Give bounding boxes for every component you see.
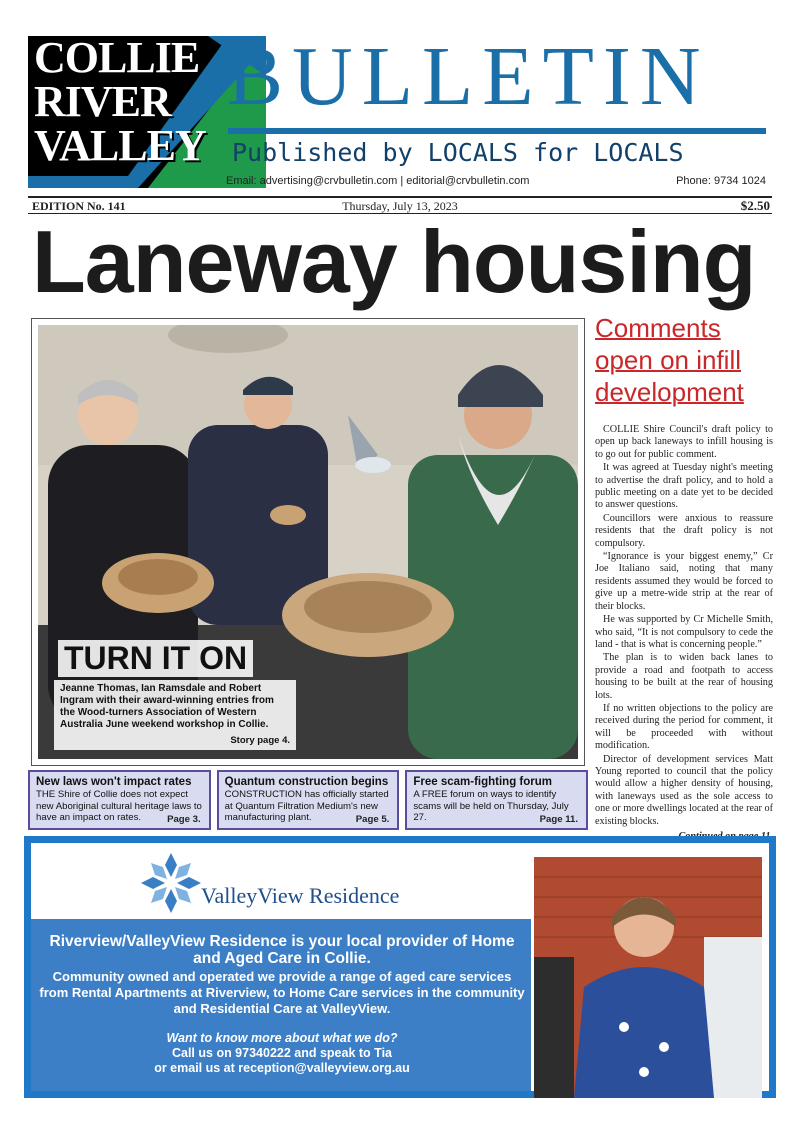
feature-caption-box — [54, 680, 296, 750]
advert-phone[interactable]: Call us on 97340222 and speak to Tia — [171, 1046, 392, 1060]
contact-phone: Phone: 9734 1024 — [676, 175, 766, 187]
valleyview-logo-icon — [139, 851, 203, 915]
side-paragraph: Director of development services Matt Young reported to council that the policy would allow a higher density of housing, with laneways used as the sole access to one or more dwellings located at the rear of existing blocks. — [595, 753, 773, 827]
feature-story-ref[interactable]: Story page 4. — [230, 735, 290, 746]
advert-line: Community owned and operated we provide a range of aged care services from Rental Apartments at Riverview, to Home Care services in the community and Residential Care at ValleyView. — [39, 969, 525, 1016]
advert-text — [37, 933, 527, 1076]
side-paragraph: If no written objections to the policy are received during the period for comment, it will be proceeded with without modification. — [595, 702, 773, 752]
teaser-page: Page 11. — [539, 814, 579, 825]
edition-date: Thursday, July 13, 2023 — [342, 199, 458, 213]
logo-line-river: RIVER — [34, 77, 171, 126]
title-rule — [228, 128, 766, 134]
feature-title: TURN IT ON — [58, 640, 253, 677]
contact-email[interactable]: Email: advertising@crvbulletin.com | editorial@crvbulletin.com — [226, 175, 530, 187]
teaser-title: New laws won't impact rates — [36, 776, 192, 788]
teaser-body: A FREE forum on ways to identify scams will be held on Thursday, July 27. — [413, 789, 569, 824]
masthead-contact — [226, 175, 766, 187]
logo-line-collie: COLLIE — [34, 36, 200, 82]
feature-caption: Jeanne Thomas, Ian Ramsdale and Robert Ingram with their award-winning entries from the Wood-turners Association of Western Australia June weekend workshop in Collie. — [60, 683, 274, 730]
side-story-headline — [595, 312, 775, 408]
masthead-tagline: Published by LOCALS for LOCALS — [232, 138, 684, 167]
teaser-title: Free scam-fighting forum — [413, 776, 552, 788]
advert-email[interactable]: or email us at reception@valleyview.org.au — [154, 1061, 410, 1075]
advert-brand: ValleyView Residence — [201, 883, 400, 908]
side-paragraph: The plan is to widen back lanes to provide a road and footpath to access housing to be built at the rear of housing lots. — [595, 652, 773, 701]
side-headline-line: Comments — [595, 313, 721, 343]
side-paragraph: It was agreed at Tuesday night's meeting to advertise the draft policy, and to hold a public meeting on a date yet to be decided to answer questions. — [595, 462, 773, 511]
advert-line: Want to know more about what we do? — [166, 1031, 398, 1045]
teaser-page: Page 5. — [355, 814, 390, 825]
side-paragraph: Councillors were anxious to reassure residents that the draft policy is not compulsory. — [595, 512, 773, 549]
teaser-row — [28, 770, 588, 830]
edition-number: EDITION No. 141 — [32, 199, 126, 213]
main-headline: Laneway housing — [32, 212, 756, 311]
side-headline-line: open on infill — [595, 345, 741, 375]
side-paragraph: “Ignorance is your biggest enemy,” Cr Joe Italiano said, noting that many residents assumed they would be forced to give up a metre-wide strip at the rear of their blocks. — [595, 551, 773, 612]
teaser-body: THE Shire of Collie does not expect new Aboriginal cultural heritage laws to have an impact on rates. — [36, 789, 202, 824]
advert-photo — [534, 857, 762, 1098]
teaser-page: Page 3. — [167, 814, 201, 825]
valleyview-advert — [24, 836, 776, 1098]
teaser-rates[interactable] — [28, 770, 211, 830]
logo-line-valley: VALLEY — [34, 121, 206, 170]
masthead-title: BULLETIN — [227, 30, 710, 123]
teaser-title: Quantum construction begins — [224, 776, 389, 788]
teaser-body: CONSTRUCTION has officially started at Quantum Filtration Medium's new manufacturing plant. — [224, 789, 389, 824]
teaser-quantum[interactable] — [217, 770, 400, 830]
side-headline-line: development — [595, 377, 744, 407]
side-story-body — [595, 424, 773, 844]
side-paragraph: He was supported by Cr Michelle Smith, who said, “It is not compulsory to cede the land - that is what is concerning people.” — [595, 614, 773, 650]
side-paragraph: COLLIE Shire Council's draft policy to open up back laneways to infill housing is to go out for public comment. — [595, 424, 773, 460]
advert-line: Riverview/ValleyView Residence is your local provider of Home and Aged Care in Collie. — [49, 933, 515, 967]
teaser-scam-forum[interactable] — [405, 770, 588, 830]
edition-price: $2.50 — [740, 198, 770, 213]
